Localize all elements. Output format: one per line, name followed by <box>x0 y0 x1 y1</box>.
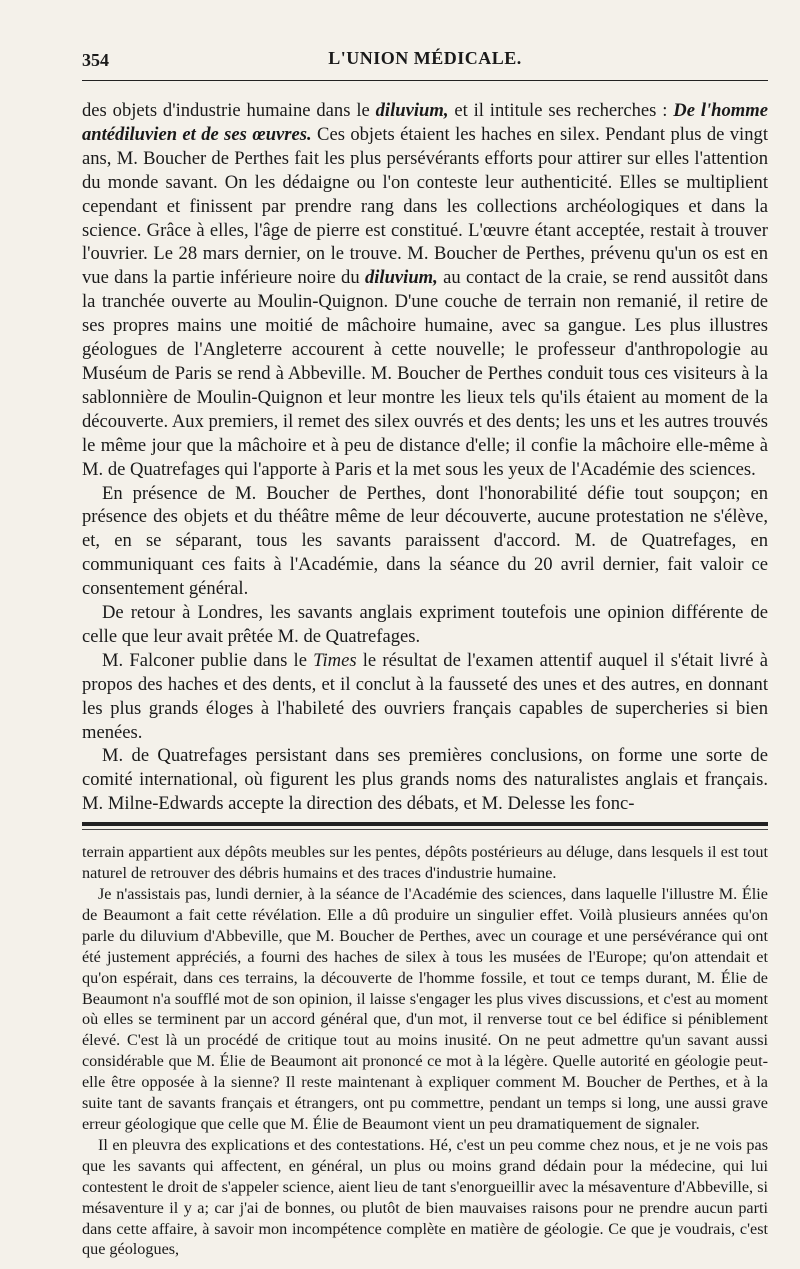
footnote-paragraph-1: terrain appartient aux dépôts meubles sur les pentes, dépôts postérieurs au déluge, dans lesquels il est tout naturel de retrouver des débris humains et des traces d'industrie humaine. <box>82 843 768 883</box>
header-rule <box>82 80 768 81</box>
text-run: des objets d'industrie humaine dans le <box>82 100 376 121</box>
footnote-paragraph-3: Il en pleuvra des explications et des contestations. Hé, c'est un peu comme chez nous, et je ne vois pas que les savants qui affectent, en général, un plus ou moins grand dédain pour la médecine, qui lui contestent le droit de s'appeler science, aient lieu de tant s'enorgueillir avec la mésaventure d'Abbeville, si mésaventure il y a; car j'ai de bonnes, ou plutôt de bien mauvaises raisons pour ne prendre aucun parti dans cette affaire, à savoir mon incompétence complète en matière de géologie. Ce que je voudrais, c'est que géologues, <box>82 1135 768 1259</box>
footnote-paragraph-2: Je n'assistais pas, lundi dernier, à la séance de l'Académie des sciences, dans laquelle l'illustre M. Élie de Beaumont a fait cette révélation. Elle a dû produire un singulier effet. Voilà plusieurs années qu'on parle du diluvium d'Abbeville, que M. Boucher de Perthes, avec un courage et une persévérance qui ont été justement appréciés, a fourni des haches de silex à tous les musées de l'Europe; qu'on attendait et qu'on espérait, dans ces terrains, la découverte de l'homme fossile, et tout ce temps durant, M. Élie de Beaumont n'a soufflé mot de son opinion, il laisse s'engager les plus vives discussions, et c'est au moment où elles se terminent par un accord général que, d'un mot, il renverse tout ce bel édifice si péniblement élevé. C'est là un procédé de critique tout au moins inusité. On ne peut admettre qu'un savant aussi considérable que M. Élie de Beaumont ait prononcé ce mot à la légère. Quelle autorité en géologie peut-elle être opposée à la sienne? Il reste maintenant à expliquer comment M. Boucher de Perthes, et à la suite tant de savants français et étrangers, ont pu commettre, pendant un temps si long, une aussi grave erreur géologique que celle que M. Élie de Beaumont vient un peu dramatiquement de signaler. <box>82 885 768 1133</box>
text-run: M. Falconer publie dans le <box>102 649 314 671</box>
text-run: au contact de la craie, se rend aussitôt dans la tranchée ouverte au Moulin-Quignon. D'une couche de terrain non remanié, il retire de ses propres mains une moitié de mâchoire humaine, avec sa gangue. Les plus illustres géologues de l'Angleterre accourent à cette nouvelle; le professeur d'anthropologie au Muséum de Paris se rend à Abbeville. M. Boucher de Perthes conduit tous ces visiteurs à la sablonnière de Moulin-Quignon et leur montre les lieux tels qu'ils étaient au moment de la découverte. Aux premiers, il remet des silex ouvrés et des dents; les uns et les autres trouvés le même jour que la mâchoire et à peu de distance d'elle; il confie la mâchoire elle-même à M. de Quatrefages qui l'apporte à Paris et la met sous les yeux de l'Académie des sciences. <box>82 267 768 480</box>
page-number: 354 <box>82 50 109 70</box>
footnote-separator <box>82 822 768 826</box>
journal-title: L'UNION MÉDICALE. <box>328 48 522 68</box>
text-run: le résultat de l'examen attentif auquel il s'était livré à propos des haches et des dents, et il conclut à la fausseté des unes et des autres, en donnant les plus grands éloges à l'habileté des ouvriers français capables de supercheries si bien menées. <box>82 649 768 743</box>
footnote <box>82 842 768 1260</box>
main-text <box>82 99 768 816</box>
paragraph-5: M. de Quatrefages persistant dans ses premières conclusions, on forme une sorte de comité international, où figurent les plus grands noms des naturalistes anglais et français. M. Milne-Edwards accepte la direction des débats, et M. Delesse les fonc- <box>82 745 768 815</box>
footnote-separator-thin <box>82 829 768 830</box>
work-title: De l'homme antédiluvien et de ses œuvres. <box>82 100 768 145</box>
italic-run: diluvium, <box>364 267 438 289</box>
paragraph-4 <box>82 649 768 745</box>
paragraph-3: De retour à Londres, les savants anglais expriment toutefois une opinion différente de celle que leur avait prêtée M. de Quatrefages. <box>82 602 768 647</box>
italic-run: diluvium, <box>375 100 449 121</box>
newspaper-title: Times <box>313 649 357 671</box>
text-run: Ces objets étaient les haches en silex. Pendant plus de vingt ans, M. Boucher de Perthes fait les plus persévérants efforts pour attirer sur elles l'attention du monde savant. On les dédaigne ou l'on conteste leur authenticité. Elles se multiplient cependant et finissent par prendre rang dans les collections archéologiques et dans la science. Grâce à elles, l'âge de pierre est constitué. L'œuvre étant acceptée, restait à trouver l'ouvrier. Le 28 mars dernier, on le trouve. M. Boucher de Perthes, prévenu qu'un os est en vue dans la partie inférieure noire du <box>82 123 768 289</box>
text-run: et il intitule ses recherches : <box>448 100 674 121</box>
paragraph-2: En présence de M. Boucher de Perthes, dont l'honorabilité défie tout soupçon; en présence des objets et du théâtre même de leur découverte, aucune protestation ne s'élève, et, en se séparant, tous les savants paraissent d'accord. M. de Quatrefages, en communiquant ces faits à l'Académie, dans la séance du 20 avril dernier, fait valoir ce consentement général. <box>82 482 768 600</box>
running-head <box>82 48 768 76</box>
paragraph-1 <box>82 99 768 482</box>
